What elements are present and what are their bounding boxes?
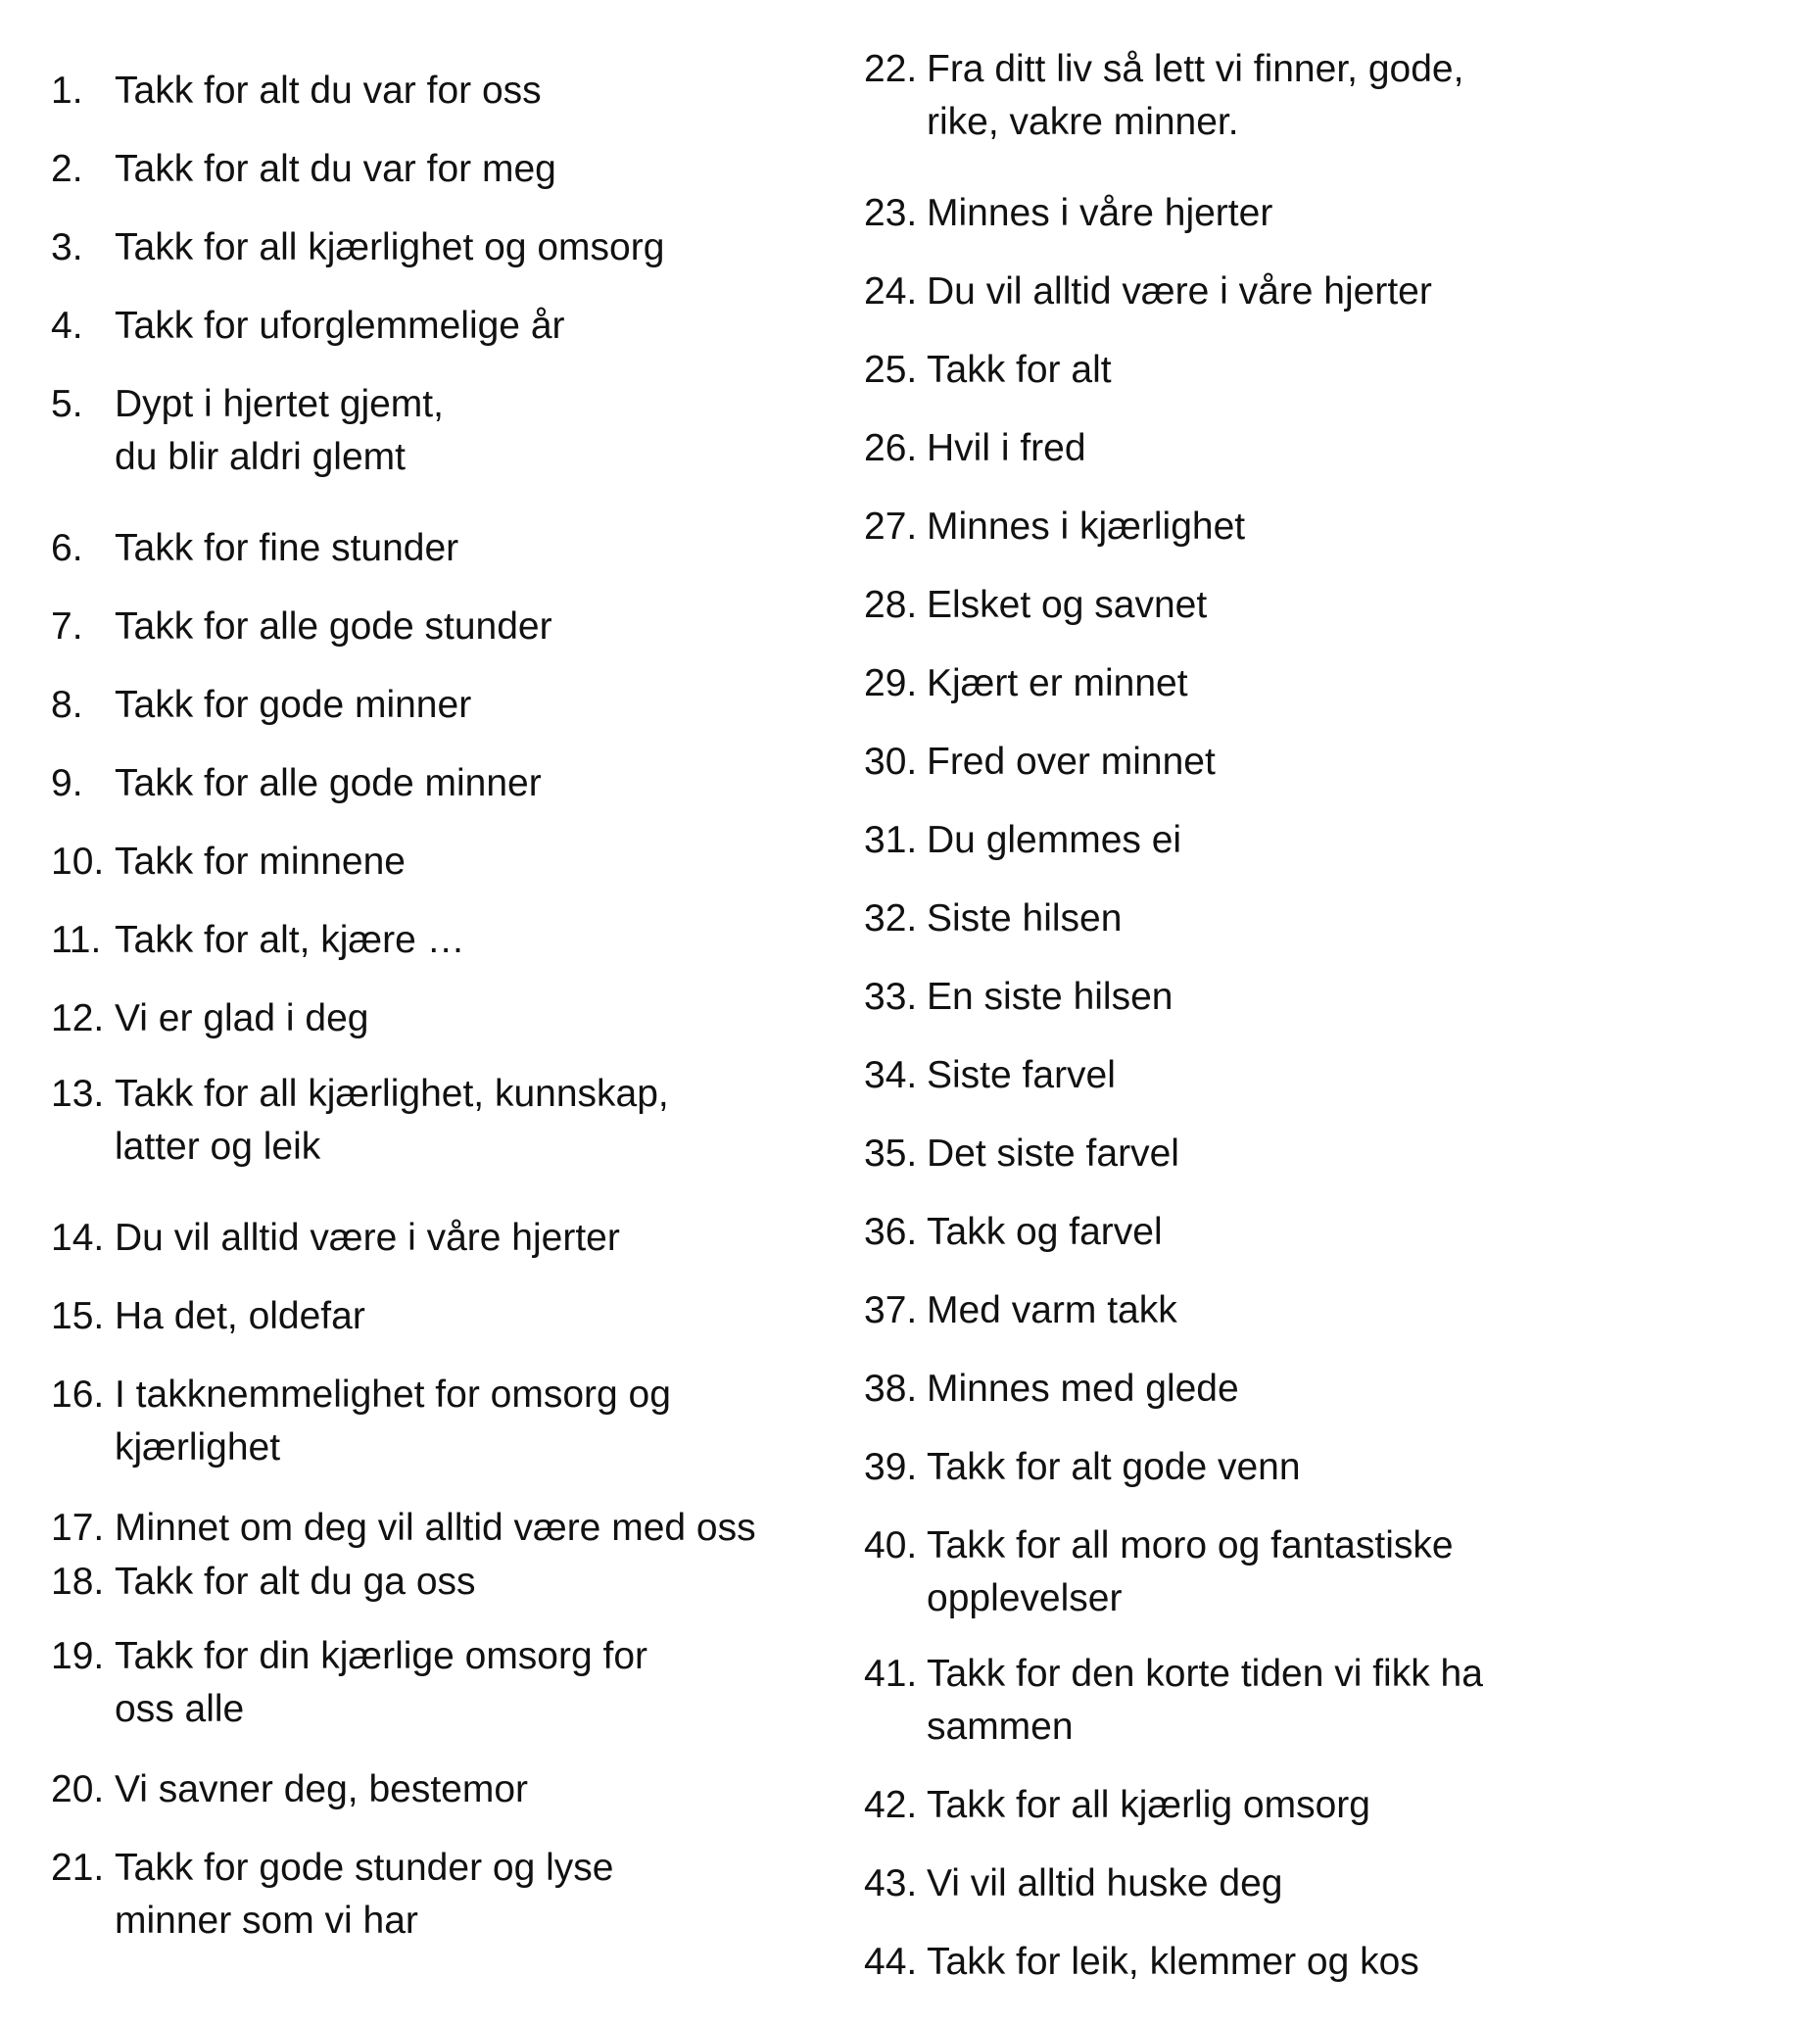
item-number: 6.	[51, 527, 83, 569]
item-text-line: Vi vil alltid huske deg	[927, 1862, 1283, 1904]
item-text-line: Takk for fine stunder	[115, 527, 459, 569]
item-number: 3.	[51, 226, 83, 268]
item-text-line: Kjært er minnet	[927, 662, 1188, 704]
item-number: 20.	[51, 1768, 105, 1810]
item-number: 8.	[51, 684, 83, 726]
item-text-line: Vi savner deg, bestemor	[115, 1768, 529, 1810]
item-number: 7.	[51, 605, 83, 648]
item-text-line: Du vil alltid være i våre hjerter	[115, 1217, 620, 1259]
item-number: 1.	[51, 70, 83, 112]
item-text-line: I takknemmelighet for omsorg og	[115, 1373, 671, 1416]
item-text-line: Takk for all kjærlig omsorg	[927, 1784, 1370, 1826]
item-number: 14.	[51, 1217, 105, 1259]
item-number: 39.	[864, 1446, 918, 1488]
item-text-line: Minnet om deg vil alltid være med oss	[115, 1507, 756, 1549]
item-number: 30.	[864, 741, 918, 783]
item-number: 38.	[864, 1368, 918, 1410]
item-number: 2.	[51, 148, 83, 190]
item-text-line: kjærlighet	[115, 1426, 281, 1469]
item-number: 21.	[51, 1847, 105, 1889]
item-text-line: Takk for alle gode stunder	[115, 605, 552, 648]
item-text-line: Ha det, oldefar	[115, 1295, 365, 1337]
item-text-line: Vi er glad i deg	[115, 997, 369, 1039]
item-text-line: Takk for alt du var for meg	[115, 148, 556, 190]
item-number: 28.	[864, 584, 918, 626]
item-text-line: Du vil alltid være i våre hjerter	[927, 270, 1432, 313]
item-text-line: Siste farvel	[927, 1054, 1116, 1096]
item-number: 32.	[864, 897, 918, 940]
item-number: 22.	[864, 48, 918, 90]
item-text-line: Siste hilsen	[927, 897, 1123, 940]
item-text-line: Minnes i våre hjerter	[927, 192, 1273, 234]
item-text-line: sammen	[927, 1706, 1074, 1748]
item-number: 41.	[864, 1653, 918, 1695]
item-number: 10.	[51, 841, 105, 883]
item-text-line: Med varm takk	[927, 1289, 1177, 1331]
item-number: 25.	[864, 349, 918, 391]
item-text-line: Du glemmes ei	[927, 819, 1182, 861]
item-text-line: Takk for alt du var for oss	[115, 70, 542, 112]
item-number: 17.	[51, 1507, 105, 1549]
item-text-line: opplevelser	[927, 1577, 1123, 1619]
item-text-line: Fra ditt liv så lett vi finner, gode,	[927, 48, 1464, 90]
item-text-line: Takk for all kjærlighet, kunnskap,	[115, 1073, 669, 1115]
item-number: 11.	[51, 919, 102, 961]
item-text-line: Takk for den korte tiden vi fikk ha	[927, 1653, 1483, 1695]
item-text-line: Takk for alt	[927, 349, 1112, 391]
item-number: 24.	[864, 270, 918, 313]
item-number: 23.	[864, 192, 918, 234]
item-text-line: En siste hilsen	[927, 976, 1173, 1018]
item-text-line: Takk for uforglemmelige år	[115, 305, 565, 347]
item-text-line: Hvil i fred	[927, 427, 1086, 469]
item-number: 18.	[51, 1561, 105, 1603]
item-text-line: Takk for alt, kjære …	[115, 919, 465, 961]
item-text-line: Takk for all kjærlighet og omsorg	[115, 226, 665, 268]
item-text-line: Det siste farvel	[927, 1132, 1179, 1175]
item-number: 19.	[51, 1635, 105, 1677]
item-number: 27.	[864, 506, 918, 548]
item-text-line: Takk og farvel	[927, 1211, 1163, 1253]
item-number: 4.	[51, 305, 83, 347]
item-number: 15.	[51, 1295, 105, 1337]
item-text-line: oss alle	[115, 1688, 245, 1730]
item-text-line: Minnes med glede	[927, 1368, 1239, 1410]
item-text-line: Takk for gode stunder og lyse	[115, 1847, 614, 1889]
item-number: 43.	[864, 1862, 918, 1904]
item-number: 36.	[864, 1211, 918, 1253]
item-text-line: Takk for minnene	[115, 841, 406, 883]
item-number: 26.	[864, 427, 918, 469]
item-text-line: latter og leik	[115, 1126, 321, 1168]
item-number: 37.	[864, 1289, 918, 1331]
item-number: 29.	[864, 662, 918, 704]
item-text-line: Takk for leik, klemmer og kos	[927, 1941, 1419, 1983]
item-text-line: Takk for alt du ga oss	[115, 1561, 476, 1603]
item-text-line: Fred over minnet	[927, 741, 1216, 783]
item-number: 16.	[51, 1373, 105, 1416]
item-text-line: du blir aldri glemt	[115, 436, 406, 478]
item-text-line: Dypt i hjertet gjemt,	[115, 383, 444, 425]
item-text-line: minner som vi har	[115, 1900, 418, 1942]
item-text-line: Takk for din kjærlige omsorg for	[115, 1635, 648, 1677]
item-text-line: Takk for alt gode venn	[927, 1446, 1301, 1488]
item-number: 33.	[864, 976, 918, 1018]
item-number: 35.	[864, 1132, 918, 1175]
item-text-line: Takk for alle gode minner	[115, 762, 542, 804]
item-number: 34.	[864, 1054, 918, 1096]
item-text-line: rike, vakre minner.	[927, 101, 1239, 143]
item-number: 13.	[51, 1073, 105, 1115]
item-text-line: Takk for gode minner	[115, 684, 472, 726]
item-number: 44.	[864, 1941, 918, 1983]
item-number: 5.	[51, 383, 83, 425]
item-text-line: Minnes i kjærlighet	[927, 506, 1246, 548]
item-number: 40.	[864, 1524, 918, 1566]
item-number: 42.	[864, 1784, 918, 1826]
item-text-line: Elsket og savnet	[927, 584, 1208, 626]
item-number: 9.	[51, 762, 83, 804]
item-number: 31.	[864, 819, 918, 861]
item-text-line: Takk for all moro og fantastiske	[927, 1524, 1454, 1566]
item-number: 12.	[51, 997, 105, 1039]
